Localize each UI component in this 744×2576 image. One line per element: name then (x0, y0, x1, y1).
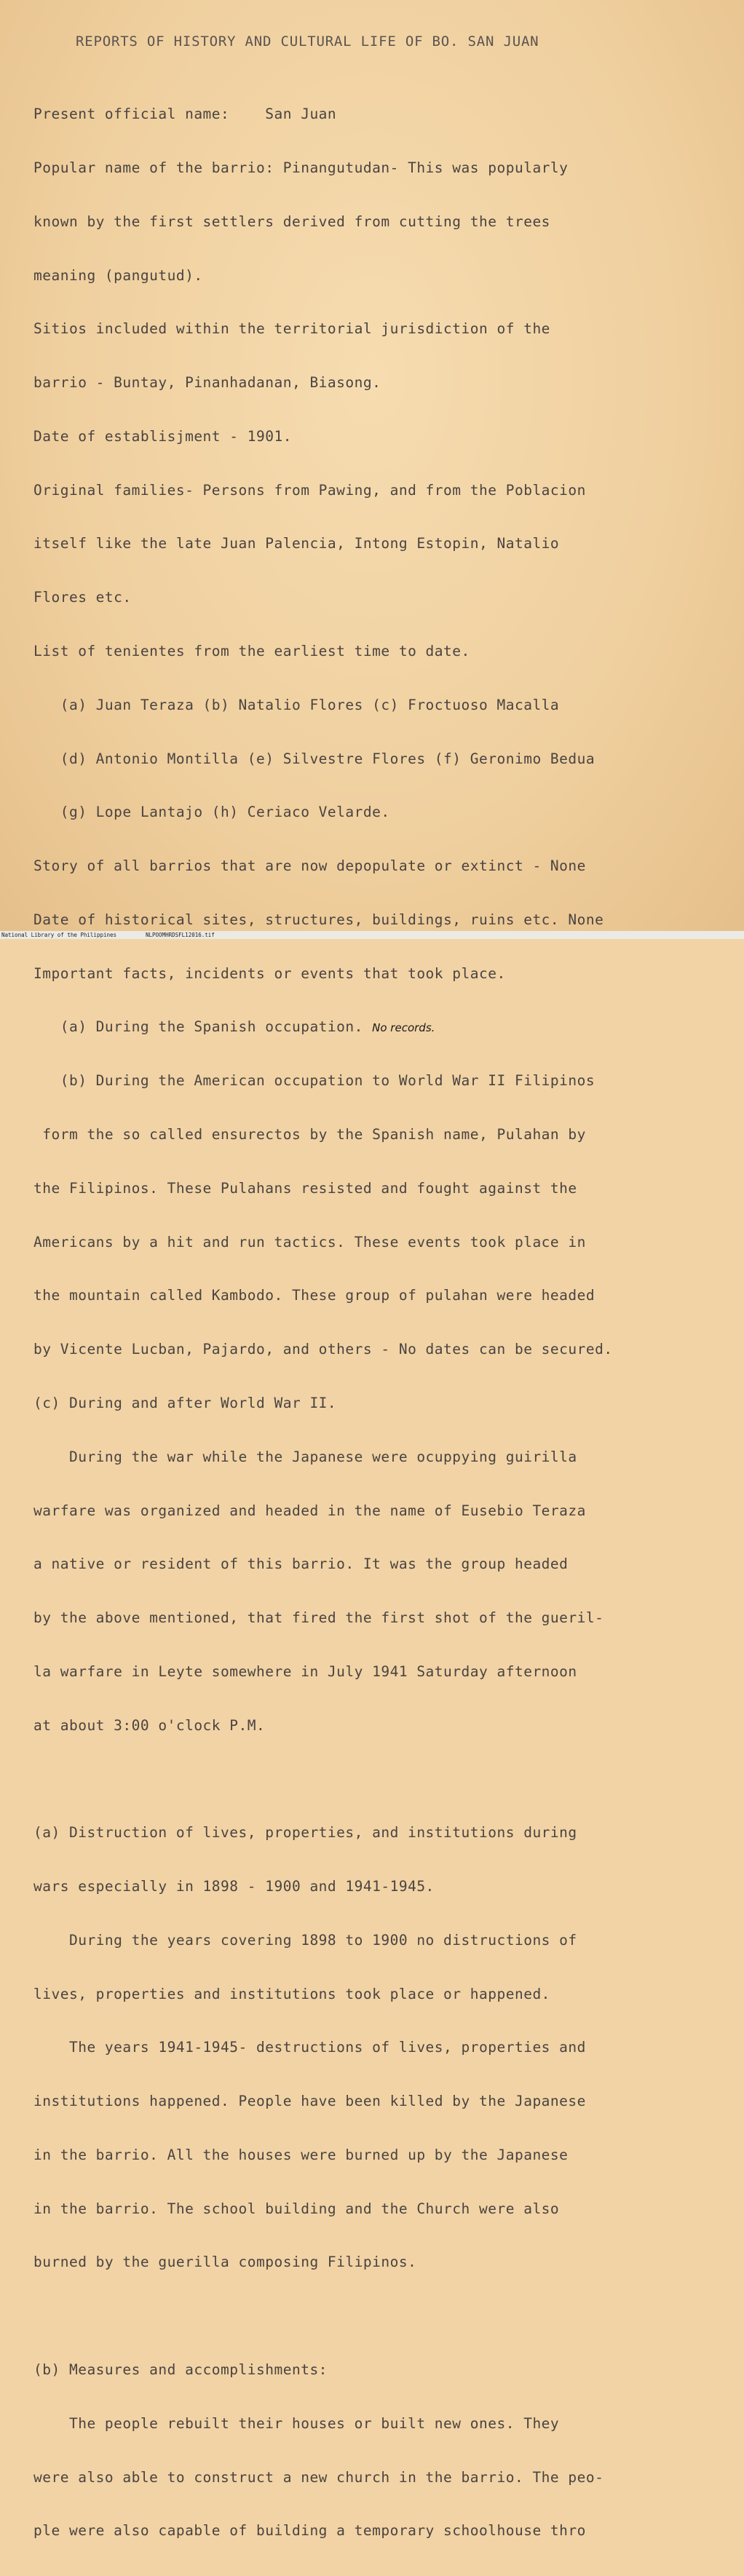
body-line-with-note (33, 1018, 732, 1037)
body-line: known by the first settlers derived from cutting the trees (33, 213, 550, 230)
body-line: meaning (pangutud). (33, 266, 203, 284)
body-line: Flores etc. (33, 589, 132, 606)
scan-footer (0, 931, 744, 939)
body-line: (b) Measures and accomplishments: (33, 2361, 328, 2378)
body-line: The years 1941-1945- destructions of lives, properties and (33, 2039, 586, 2056)
document-body (33, 70, 732, 2576)
body-line: During the years covering 1898 to 1900 no distructions of (33, 1931, 577, 1949)
body-line: Original families- Persons from Pawing, and from the Poblacion (33, 481, 586, 499)
body-line: warfare was organized and headed in the name of Eusebio Teraza (33, 1502, 586, 1519)
body-line: Important facts, incidents or events that took place. (33, 964, 506, 982)
body-line: by the above mentioned, that fired the first shot of the gueril- (33, 1609, 604, 1627)
body-line: burned by the guerilla composing Filipinos. (33, 2254, 417, 2271)
body-line: Americans by a hit and run tactics. These events took place in (33, 1233, 586, 1251)
body-line: in the barrio. The school building and the Church were also (33, 2200, 560, 2217)
body-line: in the barrio. All the houses were burned up by the Japanese (33, 2146, 569, 2163)
body-line: The people rebuilt their houses or built new ones. They (33, 2414, 560, 2432)
body-line: (a) During the Spanish occupation. (33, 1018, 363, 1036)
body-line: lives, properties and institutions took place or happened. (33, 1985, 550, 2002)
body-line: institutions happened. People have been killed by the Japanese (33, 2093, 586, 2110)
footer-source: National Library of the Philippines (1, 932, 117, 938)
body-line: were also able to construct a new church in the barrio. The peo- (33, 2468, 604, 2486)
body-line: During the war while the Japanese were ocuppying guirilla (33, 1448, 577, 1465)
body-line: Present official name: San Juan (33, 106, 337, 123)
body-line: List of tenientes from the earliest time to date. (33, 643, 470, 659)
body-line: a native or resident of this barrio. It was the group headed (33, 1555, 569, 1573)
blank-line (33, 1770, 732, 1788)
body-line: the mountain called Kambodo. These group of pulahan were headed (33, 1287, 595, 1304)
blank-line (33, 2307, 732, 2326)
handwritten-note: No records. (372, 1021, 435, 1035)
body-line: barrio - Buntay, Pinanhadanan, Biasong. (33, 374, 381, 392)
body-line: (b) During the American occupation to World War II Filipinos (33, 1072, 595, 1090)
body-line: Popular name of the barrio: Pinangutudan- This was popularly (33, 159, 569, 176)
body-line: Sitios included within the territorial jurisdiction of the (33, 320, 550, 338)
body-line: at about 3:00 o'clock P.M. (33, 1716, 266, 1734)
body-line: (a) Juan Teraza (b) Natalio Flores (c) Froctuoso Macalla (33, 696, 560, 713)
body-line: ple were also capable of building a temporary schoolhouse thro (33, 2522, 586, 2540)
body-line: the Filipinos. These Pulahans resisted and fought against the (33, 1179, 577, 1197)
body-line: itself like the late Juan Palencia, Intong Estopin, Natalio (33, 535, 560, 552)
body-line: la warfare in Leyte somewhere in July 1941 Saturday afternoon (33, 1662, 577, 1680)
body-line: (c) During and after World War II. (33, 1394, 337, 1411)
body-line: (g) Lope Lantajo (h) Ceriaco Velarde. (33, 804, 390, 821)
body-line: (a) Distruction of lives, properties, and institutions during (33, 1824, 577, 1842)
body-line: wars especially in 1898 - 1900 and 1941-1945. (33, 1877, 435, 1895)
body-line: form the so called ensurectos by the Spanish name, Pulahan by (33, 1126, 586, 1144)
body-line: Story of all barrios that are now depopulate or extinct - None (33, 857, 586, 875)
body-line: (d) Antonio Montilla (e) Silvestre Flores (f) Geronimo Bedua (33, 750, 595, 767)
footer-filename: NLPOOMHRDSFL12016.tif (146, 932, 215, 938)
document-title: REPORTS OF HISTORY AND CULTURAL LIFE OF BO. SAN JUAN (76, 33, 539, 49)
body-line: Date of establisjment - 1901. (33, 427, 292, 445)
body-line: by Vicente Lucban, Pajardo, and others - No dates can be secured. (33, 1341, 613, 1358)
body-line: Date of historical sites, structures, buildings, ruins etc. None (33, 911, 604, 928)
